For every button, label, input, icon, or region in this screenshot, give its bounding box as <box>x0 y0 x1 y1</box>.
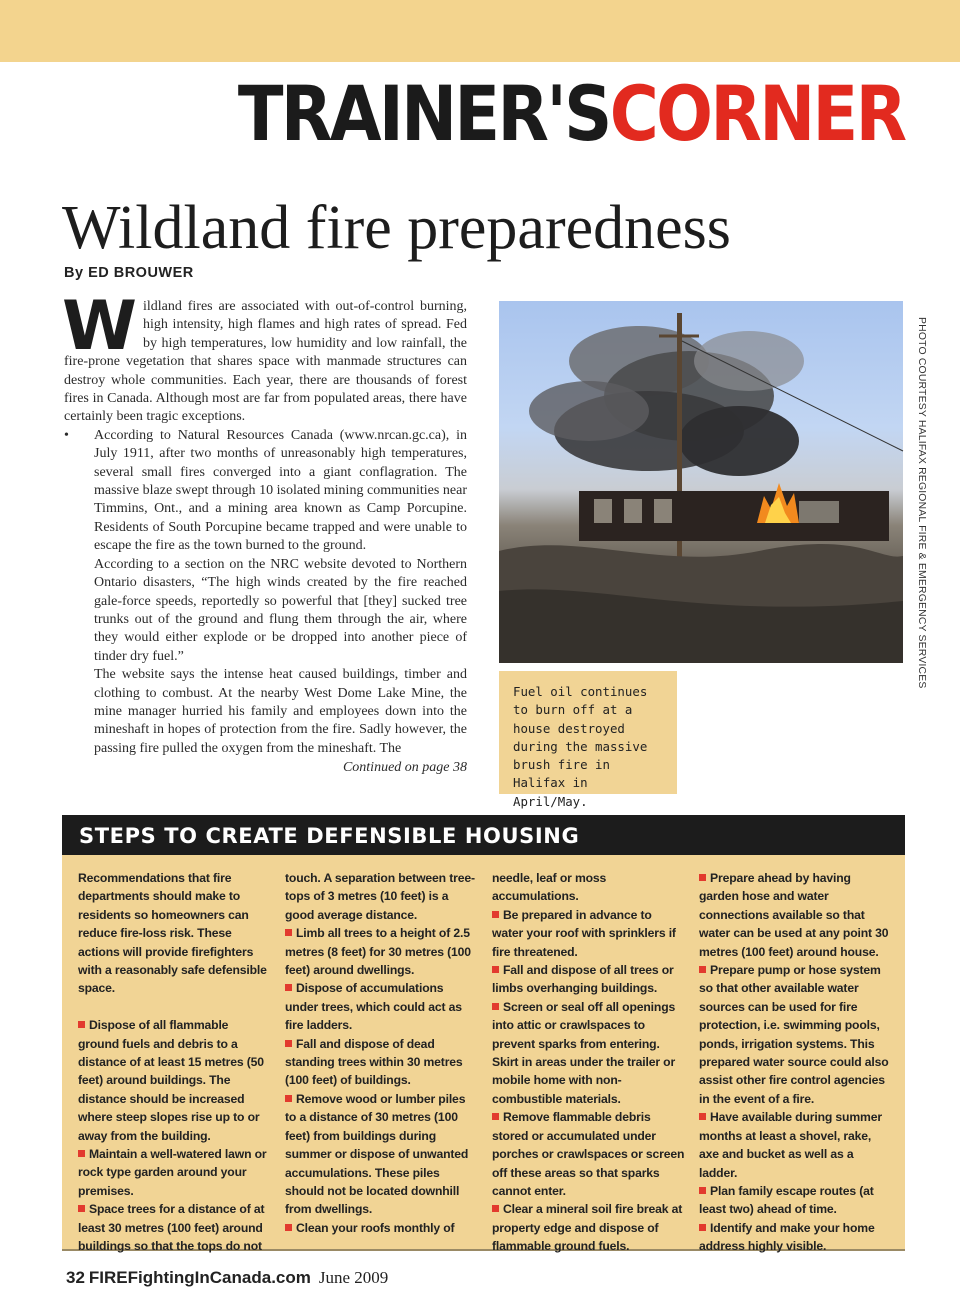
red-square-icon <box>699 966 706 973</box>
step-text: Prepare pump or hose system so that other available water sources can be used for fire protection, i.e. swimming pools, ponds, irrigation systems. This prepared water source could also assist other fire control agencies in the event of a fire. <box>699 963 889 1106</box>
site-name[interactable]: FIREFightingInCanada.com <box>88 1268 311 1287</box>
red-square-icon <box>78 1021 85 1028</box>
step-text: Fall and dispose of all trees or limbs overhanging buildings. <box>492 963 674 996</box>
step-item <box>492 1200 685 1255</box>
burning-house-image <box>499 301 903 663</box>
red-square-icon <box>699 1187 706 1194</box>
step-text: Dispose of all flammable ground fuels and debris to a distance of at least 15 metres (50 feet) around buildings. The distance should be increased where steep slopes rise up to or away from the building. <box>78 1018 264 1143</box>
red-square-icon <box>285 1224 292 1231</box>
steps-intro: Recommendations that fire departments should make to residents so homeowners can reduce fire-loss risk. These actions will provide firefighters with a reasonably safe defensible space. <box>78 871 267 996</box>
page-number: 32 <box>66 1268 85 1287</box>
red-square-icon <box>492 966 499 973</box>
red-square-icon <box>78 1150 85 1157</box>
step-text: Prepare ahead by having garden hose and water connections available so that water can be used at any point 30 metres (100 feet) around house. <box>699 871 889 959</box>
steps-columns <box>78 869 898 1254</box>
red-square-icon <box>285 984 292 991</box>
red-square-icon <box>492 1205 499 1212</box>
step-item <box>285 1035 478 1090</box>
article-byline: By ED BROUWER <box>64 265 194 281</box>
intro-paragraph <box>62 287 467 427</box>
step-text: Limb all trees to a height of 2.5 metres (8 feet) for 30 metres (100 feet) around dwellings. <box>285 926 471 978</box>
red-square-icon <box>699 1113 706 1120</box>
red-square-icon <box>492 911 499 918</box>
steps-title: STEPS TO CREATE DEFENSIBLE HOUSING <box>62 815 905 855</box>
body-paragraph-2: According to a section on the NRC website devoted to Northern Ontario disasters, “The high winds created by the fire reached gale-force speeds, reportedly so powerful that [they] sucked tree trunks out of the ground and flung them through the air, where they would either explode or be dropped into another piece of tinder dry fuel.” <box>94 556 467 664</box>
red-square-icon <box>492 1003 499 1010</box>
bullet-icon: • <box>64 427 69 443</box>
step-text: Space trees for a distance of at least 30 metres (100 feet) around buildings so that the tops do not <box>78 1202 265 1254</box>
red-square-icon <box>78 1205 85 1212</box>
drop-cap: W <box>62 287 138 366</box>
photo-credit <box>914 317 928 689</box>
step-text: Clean your roofs monthly of <box>296 1220 455 1235</box>
step-text: Remove flammable debris stored or accumulated under porches or crawlspaces or screen off these areas so that sparks cannot enter. <box>492 1110 685 1198</box>
continued-link[interactable]: Continued on page 38 <box>342 760 467 776</box>
body-paragraph-3: The website says the intense heat caused buildings, timber and clothing to combust. At the nearby West Dome Lake Mine, the mine manager hurried his family and employees down into the mineshaft in hopes of protection from the fire. Sadly however, the passing fire pulled the oxygen from the mineshaft. The <box>94 667 467 756</box>
step-item <box>492 906 685 961</box>
step-item <box>78 1200 271 1255</box>
step-text: Maintain a well-watered lawn or rock type garden around your premises. <box>78 1147 267 1198</box>
steps-sidebar <box>62 815 905 1254</box>
step-item <box>492 998 685 1108</box>
step-text: Dispose of accumulations under trees, which could act as fire ladders. <box>285 981 462 1033</box>
step-item <box>699 1182 892 1219</box>
page-footer <box>66 1266 388 1290</box>
step-continuation: touch. A separation between tree-tops of 3 metres (10 feet) is a good average distance. <box>285 871 475 922</box>
bullet-paragraph <box>64 427 467 556</box>
step-text: Fall and dispose of dead standing trees within 30 metres (100 feet) of buildings. <box>285 1036 463 1088</box>
step-item <box>285 1090 478 1219</box>
article-body <box>62 287 467 798</box>
step-text: Identify and make your home address highly visible. <box>699 1220 875 1254</box>
step-item <box>78 1016 271 1145</box>
steps-column-4 <box>699 869 892 1256</box>
step-text: Screen or seal off all openings into attic or crawlspaces to prevent sparks from entering. Skirt in areas under the trailer or mobile home with non-combustible materials. <box>492 999 676 1106</box>
step-item <box>492 1108 685 1200</box>
steps-column-2 <box>285 869 478 1256</box>
step-text: Plan family escape routes (at least two) ahead of time. <box>699 1183 874 1217</box>
step-continuation: needle, leaf or moss accumulations. <box>492 871 607 904</box>
red-square-icon <box>285 929 292 936</box>
step-item <box>699 1219 892 1256</box>
step-item <box>285 979 478 1034</box>
photo-credit-text: PHOTO COURTESY HALIFAX REGIONAL FIRE & EMERGENCY SERVICES <box>916 317 927 689</box>
step-text: Be prepared in advance to water your roof with sprinklers if fire threatened. <box>492 907 676 959</box>
masthead-word-trainers: TRAINER'S <box>237 69 610 158</box>
step-item <box>285 924 478 979</box>
step-item <box>78 1145 271 1200</box>
red-square-icon <box>699 1224 706 1231</box>
photo-caption: Fuel oil continues to burn off at a house destroyed during the massive brush fire in Halifax in April/May. <box>499 671 677 794</box>
red-square-icon <box>285 1095 292 1102</box>
fire-photo <box>499 301 903 663</box>
step-item <box>285 1219 478 1237</box>
bullet-text: According to Natural Resources Canada (www.nrcan.gc.ca), in July 1911, after two months of unreasonably high temperatures, several small fires converged into a giant conflagration. The massive blaze swept through 10 isolated mining communities near Timmins, Ont., and a mining area known as Camp Porcupine. Residents of South Porcupine became trapped and were unable to escape the fire as the town burned to the ground. <box>94 427 467 554</box>
red-square-icon <box>492 1113 499 1120</box>
issue-date: June 2009 <box>318 1268 389 1287</box>
steps-column-3 <box>492 869 685 1256</box>
top-color-band <box>0 0 960 62</box>
steps-column-1 <box>78 869 271 1256</box>
step-text: Clear a mineral soil fire break at property edge and dispose of flammable ground fuels. <box>492 1202 683 1254</box>
section-masthead <box>237 69 904 158</box>
step-item <box>699 961 892 1108</box>
red-square-icon <box>699 874 706 881</box>
step-item <box>492 961 685 998</box>
article-title: Wildland fire preparedness <box>62 194 731 262</box>
step-text: Have available during summer months at least a shovel, rake, axe and bucket as well as a ladder. <box>699 1110 882 1180</box>
step-item <box>699 1108 892 1182</box>
step-text: Remove wood or lumber piles to a distance of 30 metres (100 feet) from buildings during summer or dispose of unwanted accumulations. These piles should not be located downhill from dwellings. <box>285 1091 469 1217</box>
step-item <box>699 869 892 961</box>
red-square-icon <box>285 1040 292 1047</box>
intro-text: ildland fires are associated with out-of-control burning, high intensity, high flames and high rates of spread. Fed by high temperatures, low humidity and low rainfall, the fire-prone vegetation that shares space with manmade structures can destroy whole communities. Each year, there are thousands of forest fires in Canada. Although most are far from populated areas, there have certainly been tragic exceptions. <box>64 299 467 425</box>
masthead-word-corner: CORNER <box>609 69 904 158</box>
